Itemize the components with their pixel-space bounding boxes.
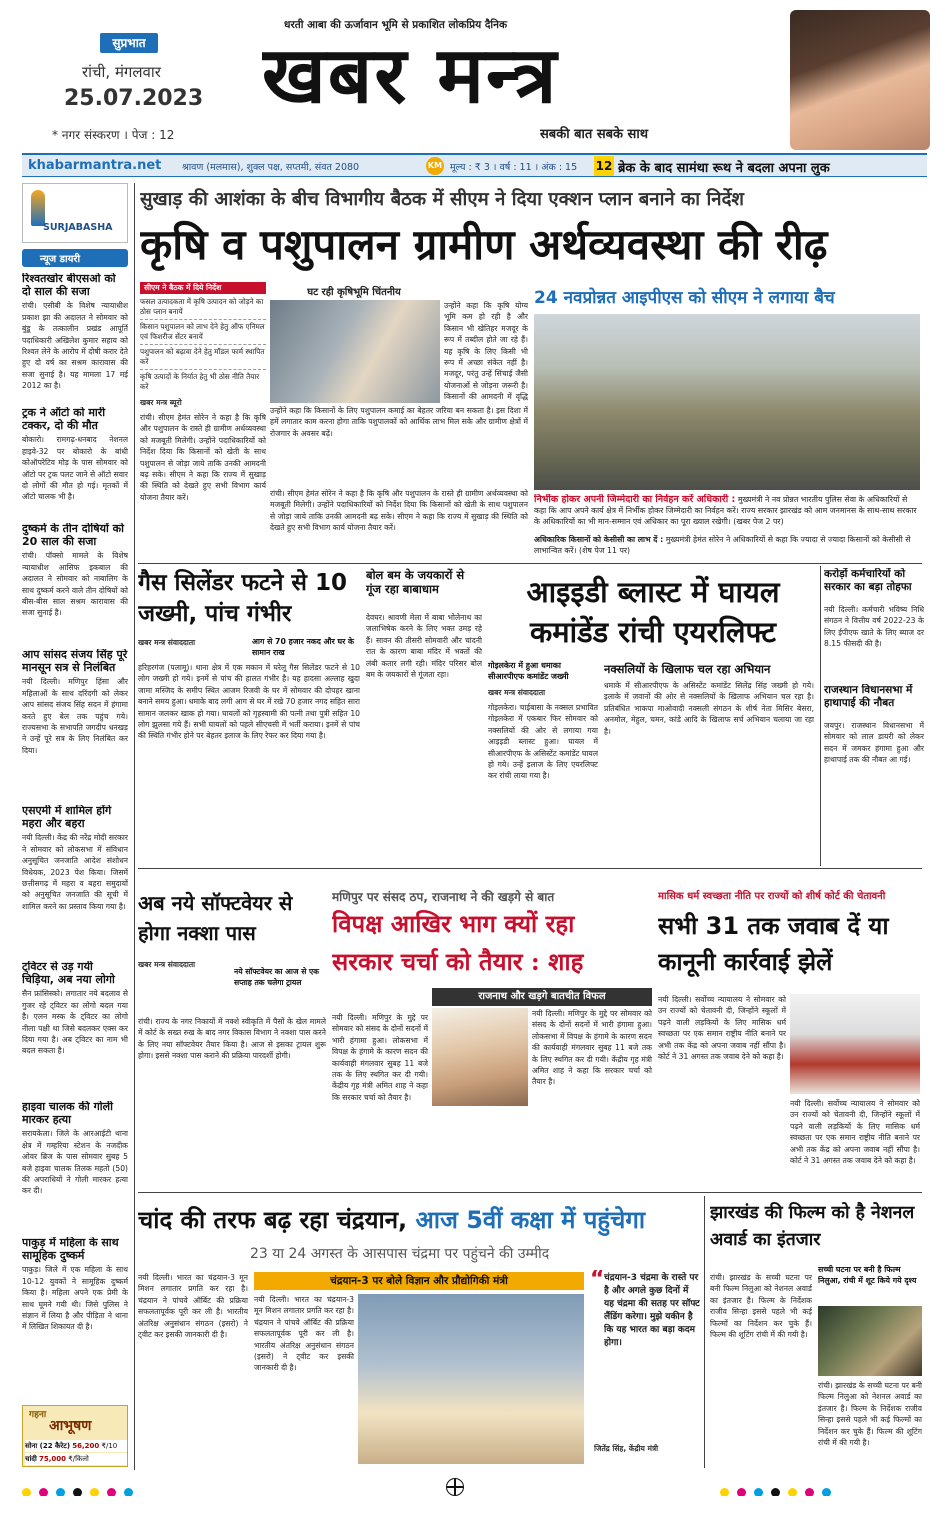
- ied-box-body: धमाके में सीआरपीएफ के असिस्टेंट कमांडेंट सिलेंद्र सिंह जख्मी हो गये। इलाके में जवानों की ओर से नक्सलियों के खिलाफ अभियान चल रहा है। प्रतिबंधित भाकपा माओवादी नक्सली संगठन के शीर्ष नेता मिसिर बेसरा, अनमोल, मेहुल, चमन, कांडे आदि के खिलाफ सर्च अभियान चलाया जा रहा है।: [604, 681, 814, 736]
- lead-headline[interactable]: कृषि व पशुपालन ग्रामीण अर्थव्यवस्था की रीढ़: [140, 220, 828, 269]
- registration-dot: [754, 1488, 763, 1496]
- highlight-item: किसान पशुपालन को लाभ देने हेतु ऑफ एनिमल एवं फिशरीज सेंटर बनायें: [140, 322, 266, 345]
- chandrayaan-headline-b: आज 5वीं कक्षा में पहुंचेगा: [415, 1206, 646, 1234]
- masthead-title: खबर मन्त्र: [262, 30, 559, 121]
- gas-side-note: आग से 70 हजार नकद और घर के सामान राख: [252, 637, 355, 657]
- highlights-title: सीएम ने बैठक में दिये निर्देश: [140, 282, 266, 294]
- gold-ad-brand: आभूषण: [49, 1418, 92, 1434]
- gold-rate-unit: ₹/10: [101, 1442, 118, 1450]
- brief-body: नयी दिल्ली। मणिपुर हिंसा और महिलाओं के साथ दरिंदगी को लेकर आप सांसद संजय सिंह सदन में हंगामा करते हुए बेल तक पहुंच गये। राज्यसभा के सभापति जगदीप धनखड़ ने उन्हें पूरे सत्र के लिए निलंबित कर दिया।: [22, 677, 128, 755]
- issue-date: 25.07.2023: [64, 86, 204, 111]
- website-link[interactable]: khabarmantra.net: [28, 158, 162, 173]
- shah-photo: [432, 1008, 528, 1106]
- brief-body: रांची। एसीबी के विशेष न्यायाधीश प्रकाश झा की अदालत ने सोमवार को बुंडू के तत्कालीन प्रखंड आपूर्ति पदाधिकारी अखिलेश कुमार सहाय को रिश्वत लेने के आरोप में दोषी करार देते हुए दो वर्ष का सश्रम कारावास की सजा सुनाई है। यह मामला 17 मई 2012 का है।: [22, 301, 128, 391]
- crosshair-icon: [446, 1478, 464, 1496]
- gas-headline[interactable]: गैस सिलेंडर फटने से 10 जख्मी, पांच गंभीर: [138, 570, 347, 627]
- cm-meeting-photo: [270, 300, 440, 403]
- silver-rate-row: [25, 1453, 127, 1465]
- software-side-note: नये सॉफ्टवेयर का आज से एक सप्ताह तक चलेगा ट्रायल: [234, 967, 320, 987]
- brief-headline: ट्रक ने ऑटो को मारी टक्कर, दो की मौत: [22, 407, 106, 432]
- ips-caption-text: मुख्यमंत्री ने नव प्रोन्नत भारतीय पुलिस सेवा के अधिकारियों से कहा कि आप अपने कार्य क्षेत्र में निर्भीक होकर जिम्मेदारी का निर्वहन करें। राज्य सरकार झारखंड को आम जनमानस के साथ-साथ सरकार के अधिकारियों का भी मान-सम्मान एवं अधिकार का पूरा ख्याल रखेगी। (खबर पेज 2 पर): [534, 495, 917, 526]
- ied-headline[interactable]: आइइडी ब्लास्ट में घायल कमांडेंड रांची एयरलिफ्ट: [526, 575, 780, 649]
- registration-marks-left: [22, 1482, 222, 1496]
- lead-body-col3: उन्होंने कहा कि किसानों के लिए पशुपालन कमाई का बेहतर जरिया बन सकता है। इस दिशा में हमें लगातार काम करना होगा ताकि पशुपालकों को आर्थिक लाभ मिल सके और ग्रामीण क्षेत्रों में रोजगार के अवसर बढ़ें।: [270, 406, 528, 438]
- parliament-box-body: नयी दिल्ली। मणिपुर के मुद्दे पर सोमवार को संसद के दोनों सदनों में भारी हंगामा हुआ। लोकसभा में विपक्ष के हंगामे के कारण सदन की कार्यवाही मंगलवार सुबह 11 बजे तक के लिए स्थगित कर दी गयी। केंद्रीय गृह मंत्री अमित शाह ने कहा कि सरकार चर्चा को तैयार है।: [532, 1009, 652, 1087]
- film-body-2: रांची। झारखंड के सच्ची घटना पर बनी फिल्म निलुआ को नेशनल अवार्ड का इंतजार है। फिल्म के निर्देशक राजीव सिन्हा इससे पहले भी कई फिल्मों का निर्देशन कर चुके हैं। फिल्म की शूटिंग रांची में की गयी है।: [818, 1381, 922, 1448]
- bolbam-body: देवघर। श्रावणी मेला में बाबा भोलेनाथ का जलाभिषेक करने के लिए भक्त उमड़ रहे हैं। सावन की तीसरी सोमवारी और चांदनी रात के कारण बाबा मंदिर में भक्तों की लंबी कतार लगी रही। मंदिर परिसर बोल बम के जयकारों से गूंजता रहा।: [366, 613, 482, 680]
- brief-body: बोकारो। रामगढ़-धनबाद नेशनल हाइवे-32 पर बोकारो के बांधी कोऑपरेटिव मोड़ के पास सोमवार को ऑटो पर ट्रक पलट जाने से ऑटो सवार दो लोगों की मौत हो गई। मृतकों में ऑटो चालक भी है।: [22, 435, 128, 502]
- ips-caption: [534, 494, 920, 530]
- brief-headline: रिश्वतखोर बीएसओ को दो साल की सजा: [22, 273, 116, 298]
- edition-badge: सुप्रभात: [100, 33, 158, 53]
- gold-ad-brand-top: गहना: [29, 1410, 47, 1420]
- chandrayaan-quote: चंद्रयान-3 चंद्रमा के रास्ते पर है और अगले कुछ दिनों में यह चंद्रमा की सतह पर सॉफ्ट लैंडिंग करेगा। मुझे यकीन है कि यह भारत का बड़ा कदम होगा।: [604, 1273, 700, 1348]
- registration-dot: [90, 1488, 99, 1496]
- silver-rate-label: चांदी: [25, 1455, 37, 1463]
- supreme-kicker: मासिक धर्म स्वच्छता नीति पर राज्यों को शीर्ष कोर्ट की चेतावनी: [658, 891, 886, 902]
- news-diary-label: [22, 249, 128, 267]
- registration-dot: [39, 1488, 48, 1496]
- surjabasha-logo-text: SURJABASHA: [43, 222, 113, 233]
- chandrayaan-quote-author: जितेंद्र सिंह, केंद्रीय मंत्री: [594, 1444, 659, 1453]
- registration-dot: [124, 1488, 133, 1496]
- surjabasha-emblem-icon: [31, 190, 45, 226]
- film-headline[interactable]: झारखंड की फिल्म को है नेशनल अवार्ड का इंतजार: [710, 1203, 915, 1250]
- parliament-headline-1[interactable]: विपक्ष आखिर भाग क्यों रहा: [332, 909, 575, 938]
- teaser-headline[interactable]: ब्रेक के बाद सामंथा रूथ ने बदला अपना लुक: [618, 161, 830, 176]
- gold-rate-label: सोना (22 कैरेट): [25, 1442, 71, 1450]
- news-diary-text: न्यूज डायरी: [40, 254, 81, 265]
- brief-headline: एसएमी में शामिल होंगे महरा और बहरा: [22, 805, 112, 830]
- lead-body-bottom: रांची। सीएम हेमंत सोरेन ने कहा है कि कृषि और पशुपालन के रास्ते ही ग्रामीण अर्थव्यवस्था को मजबूती मिलेगी। उन्होंने पदाधिकारियों को निर्देश दिया कि किसानों को खेती के साथ पशुपालन से जोड़ा जाये ताकि उनकी आमदनी बढ़ सके। सीएम ने कहा कि राज्य में सुखाड़ की स्थिति को देखते हुए सभी विभाग कार्य योजना तैयार करें।: [270, 489, 528, 533]
- brief-body: सरायकेला। जिले के आरआईटी थाना क्षेत्र में गम्हरिया स्टेशन के नजदीक ओवर ब्रिज के पास सोमवार सुबह 5 बजे हाइवा चालक तिलक महतो (50) की अपराधियों ने गोली मारकर हत्या कर दी।: [22, 1129, 128, 1196]
- highlight-item: फसल उत्पादकता में कृषि उत्पादन को जोड़ने का ठोस प्लान बनायें: [140, 297, 266, 320]
- silver-rate-unit: ₹/किलो: [68, 1455, 89, 1463]
- chandrayaan-box-body: नयी दिल्ली। भारत का चंद्रयान-3 मून मिशन लगातार प्रगति कर रहा है। चंद्रयान ने पांचवे ऑर्बिट की प्रक्रिया सफलतापूर्वक पूरी कर ली है। भारतीय अंतरिक्ष अनुसंधान संगठन (इसरो) ने ट्वीट कर इसकी जानकारी दी है।: [254, 1295, 354, 1373]
- brief-body: नयी दिल्ली। केंद्र की नरेंद्र मोदी सरकार ने सोमवार को लोकसभा में संविधान अनुसूचित जनजाति आदेश संशोधन विधेयक, 2023 पेश किया। जिसमें छत्तीसगढ़ में महरा व बहरा समुदायों को अनुसूचित जनजाति की सूची में शामिल करने का प्रस्ताव किया गया है।: [22, 833, 128, 911]
- registration-dot: [805, 1488, 814, 1496]
- brief-body: रांची। पॉक्सो मामले के विशेष न्यायाधीश आसिफ इकबाल की अदालत ने सोमवार को नाबालिग के साथ दुष्कर्म करने वाले तीन दोषियों को बीस-बीस साल सश्रम कारावास की सजा सुनाई है।: [22, 551, 128, 618]
- ied-box-title: नक्सलियों के खिलाफ चल रहा अभियान: [604, 662, 771, 676]
- lead-highlights: [140, 282, 266, 392]
- film-still-photo: [818, 1306, 922, 1376]
- karod-headline[interactable]: करोड़ों कर्मचारियों को सरकार का बड़ा तोहफा: [824, 568, 912, 593]
- parliament-box-title: राजनाथ और खड़गे बातचीत विफल: [432, 988, 652, 1006]
- brief-7[interactable]: [22, 1101, 128, 1231]
- tagline-top: धरती आबा की ऊर्जावान भूमि से प्रकाशित लोकप्रिय दैनिक: [284, 19, 508, 31]
- brief-1[interactable]: [22, 273, 128, 403]
- supreme-headline[interactable]: सभी 31 तक जवाब दें या कानूनी कार्रवाई झेलें: [658, 912, 889, 976]
- rajasthan-headline[interactable]: राजस्थान विधानसभा में हाथापाई की नौबत: [824, 684, 913, 709]
- ied-sub: गोइलकेरा में हुआ धमाका सीआरपीएफ कमांडेंट जख्मी: [488, 661, 569, 681]
- parliament-kicker: मणिपुर पर संसद ठप, राजनाथ ने की खड़गे से बात: [332, 890, 555, 904]
- bolbam-headline[interactable]: बोल बम के जयकारों से गूंज रहा बाबाधाम: [366, 568, 465, 596]
- left-column: [22, 183, 130, 1470]
- registration-dot: [771, 1488, 780, 1496]
- registration-dot: [737, 1488, 746, 1496]
- lead-body-col2: उन्होंने कहा कि कृषि योग्य भूमि कम हो रही है और किसान भी खेतिहर मजदूर के रूप में तब्दील होते जा रहे हैं। यह कृषि के लिए किसी भी रूप में अच्छा संकेत नहीं है। मजदूर, परंतु उन्हें सिंचाई जैसी योजनाओं से जोड़ना जरूरी है। किसानों की आमदनी में वृद्धि: [444, 301, 528, 402]
- info-bar: [22, 153, 927, 177]
- brief-body: पाकुड़। जिले में एक महिला के साथ 10-12 युवकों ने सामूहिक दुष्कर्म किया है। महिला अपने एक प्रेमी के साथ घूमने गयी थी। जिसे पुलिस ने संज्ञान में लिया है और पीड़िता ने थाना में लिखित शिकायत दी है।: [22, 1265, 128, 1332]
- film-body: रांची। झारखंड के सच्ची घटना पर बनी फिल्म निलुआ को नेशनल अवार्ड का इंतजार है। फिल्म के निर्देशक राजीव सिन्हा इससे पहले भी कई फिल्मों का निर्देशन कर चुके हैं। फिल्म की शूटिंग रांची में की गयी है।: [710, 1273, 812, 1340]
- brief-4[interactable]: [22, 649, 128, 799]
- registration-dot: [22, 1488, 31, 1496]
- celebrity-photo: [790, 10, 930, 150]
- registration-dot: [107, 1488, 116, 1496]
- registration-dot: [788, 1488, 797, 1496]
- ips-sub: [534, 534, 920, 560]
- rocket-launch-photo: [358, 1294, 584, 1464]
- ips-sub-text: मुख्यमंत्री हेमंत सोरेन ने अधिकारियों से कहा कि ज्यादा से ज्यादा किसानों को केसीसी से लाभान्वित करें। (शेष पेज 11 पर): [534, 535, 911, 555]
- brief-2[interactable]: [22, 407, 128, 517]
- silver-rate-value: 75,000: [39, 1455, 67, 1463]
- registration-dot: [73, 1488, 82, 1496]
- ied-body: गोइलकेरा। चाईबासा के नक्सल प्रभावित गोइलकेरा में एकबार फिर सोमवार को नक्सलियों की ओर से लगाया गया आइइडी ब्लास्ट हुआ। घायल में सीआरपीएफ के असिस्टेंट कमांडेंट घायल हो गये। उन्हें इलाज के लिए एयरलिफ्ट कर रांची लाया गया है।: [488, 703, 598, 781]
- gold-rate-row: [25, 1440, 127, 1452]
- ips-headline[interactable]: 24 नवप्रोन्नत आइपीएस को सीएम ने लगाया बैच: [534, 284, 924, 312]
- supreme-body: नयी दिल्ली। सर्वोच्च न्यायालय ने सोमवार को उन राज्यों को चेतावनी दी, जिन्होंने स्कूलों में पढ़ने वाली लड़कियों के लिए मासिक धर्म स्वच्छता पर एक समान राष्ट्रीय नीति बनाने पर अभी तक केंद्र को अपना जवाब नहीं सौंपा है। कोर्ट ने 31 अगस्त तक जवाब देने को कहा है।: [658, 995, 786, 1062]
- highlight-item: पशुपालन को बढ़ावा देने हेतु मॉडल फार्म स्थापित करें: [140, 347, 266, 370]
- chandrayaan-headline[interactable]: [138, 1200, 704, 1240]
- parliament-headline-2[interactable]: सरकार चर्चा को तैयार : शाह: [332, 947, 584, 976]
- ips-group-photo: [534, 314, 920, 490]
- brief-body: सैन फ्रांसिस्को। लगातार नये बदलाव से गुजर रहे ट्विटर का लोगो बदल गया है। एलन मस्क के ट्विटर का लोगो नीला पक्षी था जिसे बदलकर एक्स कर दिया गया है। अब ट्विटर का नाम भी बदल सकता है।: [22, 989, 128, 1056]
- software-byline: खबर मन्त्र संवाददाता: [138, 960, 196, 969]
- registration-dot: [56, 1488, 65, 1496]
- brief-3[interactable]: [22, 523, 128, 643]
- gas-byline: खबर मन्त्र संवाददाता: [138, 638, 196, 647]
- gold-price-ad: [22, 1405, 128, 1467]
- brief-headline: दुष्कर्म के तीन दोषियों को 20 साल की सजा: [22, 523, 124, 548]
- calendar-details: श्रावण (मलमास), शुक्ल पक्ष, सप्तमी, संवत 2080: [182, 162, 360, 173]
- teaser-page-number[interactable]: 12: [594, 156, 614, 176]
- chandrayaan-body: नयी दिल्ली। भारत का चंद्रयान-3 मून मिशन लगातार प्रगति कर रहा है। चंद्रयान ने पांचवे ऑर्बिट की प्रक्रिया सफलतापूर्वक पूरी कर ली है। भारतीय अंतरिक्ष अनुसंधान संगठन (इसरो) ने ट्वीट कर इसकी जानकारी दी है।: [138, 1273, 248, 1340]
- karod-body: नयी दिल्ली। कर्मचारी भविष्य निधि संगठन ने वित्तीय वर्ष 2022-23 के लिए ईपीएफ खाते के लिए ब्याज दर 8.15 फीसदी की है।: [824, 605, 924, 649]
- brief-5[interactable]: [22, 805, 128, 955]
- software-headline[interactable]: अब नये सॉफ्टवेयर से होगा नक्शा पास: [138, 891, 293, 945]
- lead-byline: खबर मन्त्र ब्यूरो: [140, 398, 182, 407]
- brief-6[interactable]: [22, 961, 128, 1095]
- supreme-body-2: नयी दिल्ली। सर्वोच्च न्यायालय ने सोमवार को उन राज्यों को चेतावनी दी, जिन्होंने स्कूलों में पढ़ने वाली लड़कियों के लिए मासिक धर्म स्वच्छता पर एक समान राष्ट्रीय नीति बनाने पर अभी तक केंद्र को अपना जवाब नहीं सौंपा है। कोर्ट ने 31 अगस्त तक जवाब देने को कहा है।: [790, 1099, 920, 1166]
- supreme-court-photo: [790, 994, 920, 1094]
- km-logo-icon: KM: [426, 157, 444, 175]
- parliament-body: नयी दिल्ली। मणिपुर के मुद्दे पर सोमवार को संसद के दोनों सदनों में भारी हंगामा हुआ। लोकसभा में विपक्ष के हंगामे के कारण सदन की कार्यवाही मंगलवार सुबह 11 बजे तक के लिए स्थगित कर दी गयी। केंद्रीय गृह मंत्री अमित शाह ने कहा कि सरकार चर्चा को तैयार है।: [332, 1013, 428, 1102]
- lead-body-col1: रांची। सीएम हेमंत सोरेन ने कहा है कि कृषि और पशुपालन के रास्ते ही ग्रामीण अर्थव्यवस्था को मजबूती मिलेगी। उन्होंने पदाधिकारियों को निर्देश दिया कि किसानों को खेती के साथ पशुपालन से जोड़ा जाये ताकि उनकी आमदनी बढ़ सके। सीएम ने कहा कि राज्य में सुखाड़ की स्थिति को देखते हुए सभी विभाग कार्य योजना तैयार करें।: [140, 413, 266, 502]
- brief-headline: आप सांसद संजय सिंह पूरे मानसून सत्र से निलंबित: [22, 649, 128, 674]
- software-body: रांची। राज्य के नगर निकायों में नक्शे स्वीकृति में पैसों के खेल मामले में कोर्ट के सख्त रुख के बाद नगर विकास विभाग ने नक्शा पास करने के लिए नया सॉफ्टवेयर तैयार किया है। आज से इसका ट्रायल शुरू होगा। इससे नक्शा पास कराने की प्रक्रिया पारदर्शी होगी।: [138, 1017, 326, 1061]
- brief-headline: ट्विटर से उड़ गयी चिड़िया, अब नया लोगो: [22, 961, 115, 986]
- chandrayaan-sub: 23 या 24 अगस्त के आसपास चंद्रमा पर पहुंचने की उम्मीद: [250, 1246, 550, 1262]
- ips-sub-kicker: अधिकारिक किसानों को केसीसी का लाभ दें :: [534, 535, 664, 544]
- city-day: रांची, मंगलवार: [82, 63, 161, 81]
- lead-photo-caption: घट रही कृषिभूमि चिंतनीय: [307, 287, 401, 298]
- registration-dot: [720, 1488, 729, 1496]
- ips-caption-title: निर्भीक होकर अपनी जिम्मेदारी का निर्वहन करें अधिकारी :: [534, 494, 736, 505]
- brief-8[interactable]: [22, 1237, 128, 1403]
- brief-headline: हाइवा चालक की गोली मारकर हत्या: [22, 1101, 113, 1126]
- brief-headline: पाकुड़ में महिला के साथ सामूहिक दुष्कर्म: [22, 1237, 119, 1262]
- edition-info: * नगर संस्करण । पेज : 12: [52, 128, 175, 142]
- masthead: [0, 0, 945, 150]
- price-info: मूल्य : ₹ 3 । वर्ष : 11 । अंक : 15: [450, 162, 578, 173]
- masthead-slogan: सबकी बात सबके साथ: [540, 127, 648, 142]
- lead-kicker[interactable]: सुखाड़ की आशंका के बीच विभागीय बैठक में सीएम ने दिया एक्शन प्लान बनाने का निर्देश: [140, 189, 744, 210]
- gas-body: हरिहरगंज (पलामू)। थाना क्षेत्र में एक मकान में घरेलू गैस सिलेंडर फटने से 10 लोग जख्मी हो गये। इनमें से पांच की हालत गंभीर है। यह हादसा अल्लाह खुदा जामा मस्जिद के समीप स्थित आजम रिजवी के घर में सोमवार की दोपहर खाना बनाने समय हुआ। धमाके बाद लगी आग से घर में रखे 70 हजार नगद सहित सारा सामान जलकर खाक हो गया। घायलों को गृहस्वामी की पत्नी तथा पुत्री सहित 10 लोग झुलसा गये हैं। सभी घायलों को पहले सीएचसी में भर्ती कराया। इनमें से पांच की स्थिति गंभीर होने पर बेहतर इलाज के लिए रेफर कर दिया गया है।: [138, 663, 360, 741]
- surjabasha-logo: [22, 183, 128, 243]
- gold-rate-value: 56,200: [72, 1442, 100, 1450]
- registration-dot: [822, 1488, 831, 1496]
- highlight-item: कृषि उत्पादों के निर्यात हेतु भी ठोस नीति तैयार करें: [140, 372, 260, 391]
- ied-byline: खबर मन्त्र संवाददाता: [488, 688, 546, 697]
- film-side-note: सच्ची घटना पर बनी है फिल्म निलुआ, रांची में शूट किये गये दृश्य: [818, 1265, 917, 1285]
- chandrayaan-headline-a: चांद की तरफ बढ़ रहा चंद्रयान,: [138, 1206, 408, 1234]
- registration-marks-right: [720, 1482, 930, 1496]
- chandrayaan-box-title: चंद्रयान-3 पर बोले विज्ञान और प्रौद्योगिकी मंत्री: [254, 1272, 584, 1290]
- rajasthan-body: जयपुर। राजस्थान विधानसभा में सोमवार को लाल डायरी को लेकर सदन में जमकर हंगामा हुआ और हाथापाई तक की नौबत आ गई।: [824, 721, 924, 765]
- chandrayaan-quote-icon: “: [590, 1270, 604, 1290]
